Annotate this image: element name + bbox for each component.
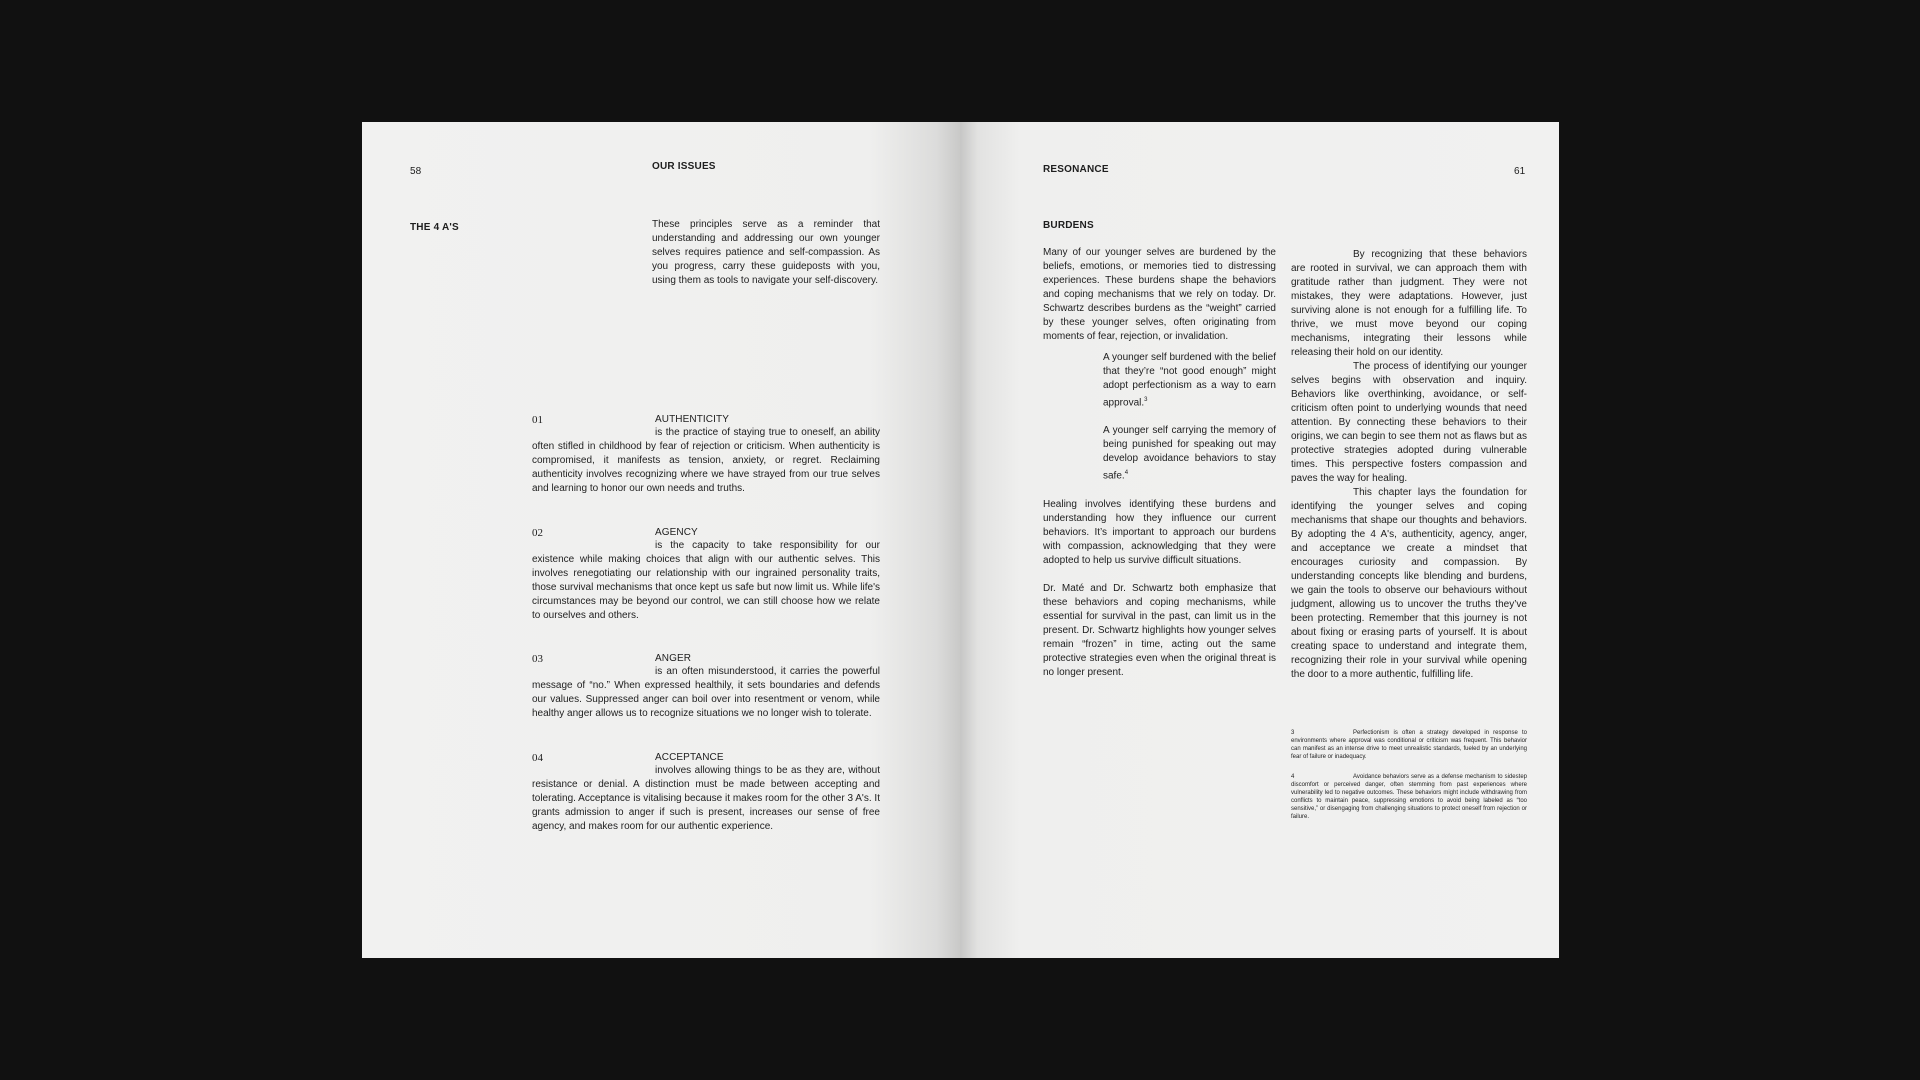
item-text: is an often misunderstood, it carries the powerful message of “no.” When expressed healthily, it sets boundaries and defends our values. Suppressed anger can boil over into resentment or venom, while healthy anger allows us to recognize situations we no longer wish to tolerate.	[532, 666, 880, 719]
footnote-3	[1291, 729, 1527, 761]
column-right	[1291, 248, 1527, 682]
page-number-left: 58	[410, 166, 422, 177]
item-title: ACCEPTANCE	[655, 752, 724, 763]
footnote-number: 4	[1291, 774, 1295, 780]
item-title: AGENCY	[655, 527, 698, 538]
page-number-right: 61	[1514, 166, 1526, 177]
footnote-text: Avoidance behaviors serve as a defense mechanism to sidestep discomfort or perceived danger, often stemming from past experiences where vulnerability led to negative outcomes. These behaviors might include withdrawing from conflicts to maintain peace, suppressing emotions to avoid being labeled as “too sensitive,” or disengaging from challenging situations to protect oneself from rejection or failure.	[1291, 774, 1527, 820]
burdens-paragraph-3: Dr. Maté and Dr. Schwartz both emphasize that these behaviors and coping mechanisms, while essential for survival in the past, can limit us in the present. Dr. Schwartz highlights how younger selves remain “frozen” in time, acting out the same protective strategies even when the original threat is no longer present.	[1043, 582, 1276, 678]
footnote-ref[interactable]: 4	[1124, 470, 1129, 477]
burdens-paragraph-4: By recognizing that these behaviors are rooted in survival, we can approach them with gratitude rather than judgment. They were not mistakes, they were adaptations. However, just surviving alone is not enough for a fulfilling life. To thrive, we must move beyond our coping mechanisms, integrating their lessons while releasing their hold on our identity.	[1291, 249, 1527, 358]
running-head-left: OUR ISSUES	[652, 161, 716, 172]
burdens-paragraph-6: This chapter lays the foundation for identifying the younger selves and coping mechanisms that shape our thoughts and behaviors. By adopting the 4 A's, authenticity, agency, anger, and acceptance we create a mindset that encourages curiosity and compassion. By understanding concepts like blending and burdens, we gain the tools to observe our behaviours without judgment, allowing us to uncover the truths they’ve been protecting. Remember that this journey is not about fixing or erasing parts of yourself. It is about creating space to understand and integrate them, recognizing their role in your survival while opening the door to a more authentic, fulfilling life.	[1291, 487, 1527, 680]
item-number: 04	[532, 752, 543, 764]
footnote-text: Perfectionism is often a strategy developed in response to environments where approval was conditional or criticism was frequent. This behavior can manifest as an intense drive to meet unrealistic standards, fueled by an underlying fear of failure or inadequacy.	[1291, 730, 1527, 760]
quote-perfectionism	[1103, 351, 1276, 410]
item-number: 03	[532, 653, 543, 665]
burdens-paragraph-2: Healing involves identifying these burdens and understanding how they influence our current behaviors. It’s important to approach our burdens with compassion, acknowledging that they were adopted to help us survive difficult situations.	[1043, 498, 1276, 566]
intro-paragraph: These principles serve as a reminder that understanding and addressing our own younger selves requires patience and self-compassion. As you progress, carry these guideposts with you, using them as tools to navigate your self-discovery.	[652, 219, 880, 286]
burdens-paragraph-5: The process of identifying our younger selves begins with observation and inquiry. Behaviors like overthinking, avoidance, or self-criticism often point to underlying wounds that need attention. By connecting these behaviors to their origins, we can begin to see them not as flaws but as protective strategies adopted during vulnerable times. This perspective fosters compassion and paves the way for healing.	[1291, 361, 1527, 484]
item-text: involves allowing things to be as they are, without resistance or denial. A distinction must be made between accepting and tolerating. Acceptance is vitalising because it makes room for the other 3 A's. It grants admission to anger if such is present, increases our sense of free agency, and makes room for our authentic experience.	[532, 765, 880, 832]
quote-text: A younger self carrying the memory of being punished for speaking out may develop avoidance behaviors to stay safe.	[1103, 425, 1276, 482]
item-number: 01	[532, 414, 543, 426]
footnote-ref[interactable]: 3	[1144, 397, 1148, 403]
item-title: AUTHENTICITY	[655, 414, 729, 425]
right-page	[960, 122, 1559, 958]
item-text: is the capacity to take responsibility for our existence while making choices that align with our authentic selves. This involves renegotiating our relationship with our ingrained personality traits, those survival mechanisms that once kept us safe but now limit us. While life's circumstances may be beyond our control, we can still choose how we relate to ourselves and others.	[532, 540, 880, 621]
running-head-right: RESONANCE	[1043, 164, 1109, 175]
left-page	[362, 122, 960, 958]
list-item-authenticity	[532, 414, 880, 496]
section-title-right: BURDENS	[1043, 220, 1094, 231]
list-item-acceptance	[532, 752, 880, 834]
list-item-agency	[532, 527, 880, 623]
quote-avoidance	[1103, 424, 1276, 483]
list-item-anger	[532, 653, 880, 721]
quote-text: A younger self burdened with the belief that they’re “not good enough” might adopt perfectionism as a way to earn approval.	[1103, 352, 1276, 409]
footnote-number: 3	[1291, 730, 1295, 736]
footnote-4	[1291, 773, 1527, 821]
section-title-left: THE 4 A'S	[410, 222, 459, 233]
burdens-paragraph-1: Many of our younger selves are burdened by the beliefs, emotions, or memories tied to distressing experiences. These burdens shape the behaviors and coping mechanisms that we rely on today. Dr. Schwartz describes burdens as the “weight” carried by these younger selves, often originating from moments of fear, rejection, or invalidation.	[1043, 247, 1276, 342]
item-number: 02	[532, 527, 543, 539]
column-left	[1043, 246, 1276, 680]
item-text: is the practice of staying true to oneself, an ability often stifled in childhood by fear of rejection or criticism. When authenticity is compromised, it manifests as tension, anxiety, or regret. Reclaiming authenticity involves recognizing where we have strayed from our true selves and learning to honor our own needs and truths.	[532, 427, 880, 494]
item-title: ANGER	[655, 653, 692, 664]
